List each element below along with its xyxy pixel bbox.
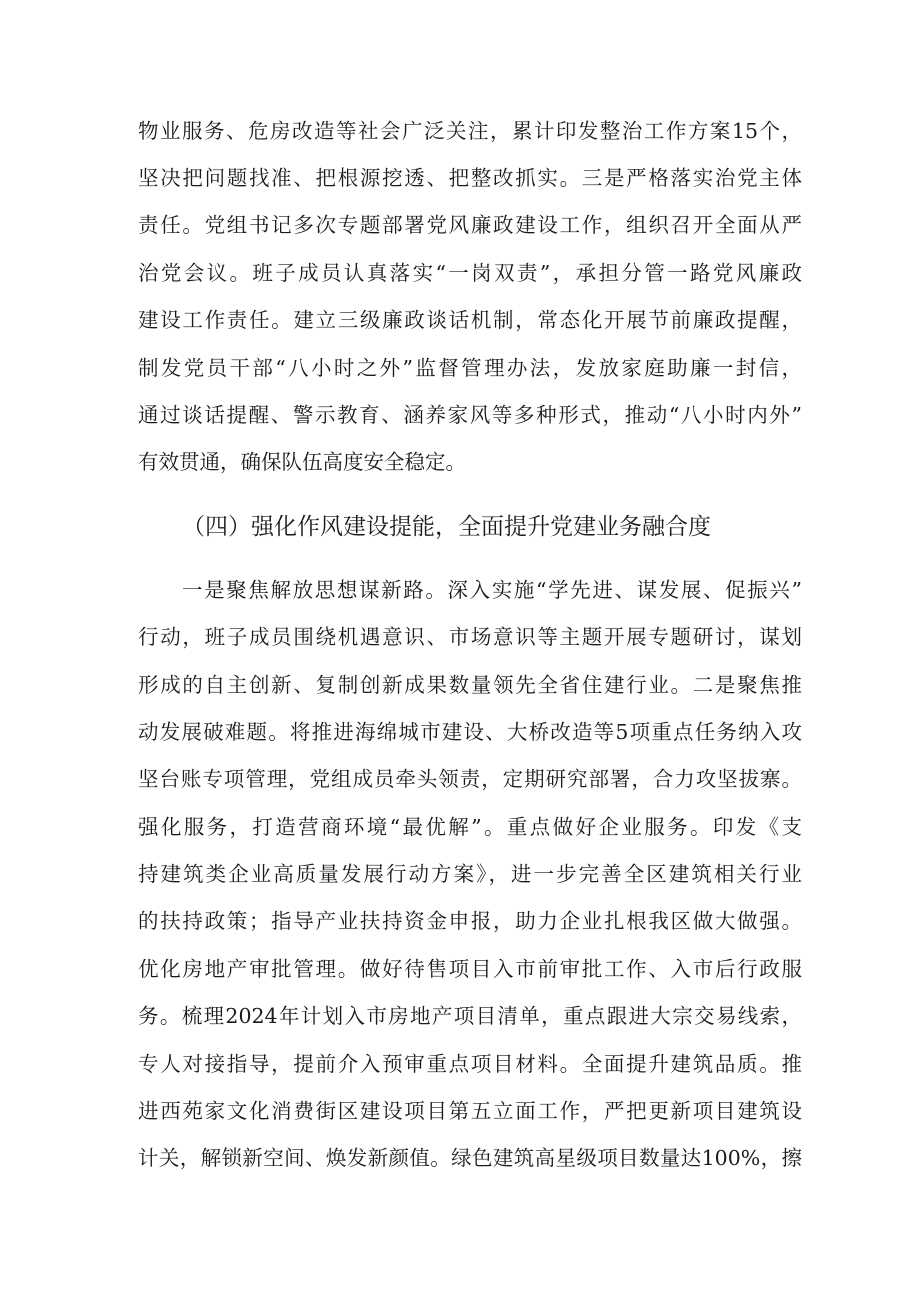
paragraph-line: 建设工作责任。建立三级廉政谈话机制，常态化开展节前廉政提醒，	[138, 308, 802, 332]
paragraph-line: 制发党员干部“八小时之外”监督管理办法，发放家庭助廉一封信，	[138, 356, 802, 380]
paragraph-line: 坚台账专项管理，党组成员牵头领责，定期研究部署，合力攻坚拔寨。	[138, 767, 802, 791]
paragraph-line: 坚决把问题找准、把根源挖透、把整改抓实。三是严格落实治党主体	[138, 166, 802, 190]
paragraph-line: 形成的自主创新、复制创新成果数量领先全省住建行业。二是聚焦推	[138, 673, 802, 697]
paragraph-line: 通过谈话提醒、警示教育、涵养家风等多种形式，推动“八小时内外”	[138, 403, 802, 427]
paragraph-line: 行动，班子成员围绕机遇意识、市场意识等主题开展专题研讨，谋划	[138, 625, 802, 649]
paragraph-line: 务。梳理2024年计划入市房地产项目清单，重点跟进大宗交易线索，	[138, 1004, 802, 1028]
paragraph-line: 有效贯通，确保队伍高度安全稳定。	[138, 450, 466, 474]
paragraph-line: 一是聚焦解放思想谋新路。深入实施“学先进、谋发展、促振兴”	[182, 578, 802, 602]
paragraph-line: 的扶持政策；指导产业扶持资金申报，助力企业扎根我区做大做强。	[138, 909, 802, 933]
paragraph-line: 治党会议。班子成员认真落实“一岗双责”，承担分管一路党风廉政	[138, 261, 802, 285]
paragraph-line: 持建筑类企业高质量发展行动方案》，进一步完善全区建筑相关行业	[138, 862, 802, 886]
paragraph-line: 进西苑家文化消费街区建设项目第五立面工作，严把更新项目建筑设	[138, 1099, 802, 1123]
paragraph-line: 物业服务、危房改造等社会广泛关注，累计印发整治工作方案15个，	[138, 119, 802, 143]
paragraph-line: 专人对接指导，提前介入预审重点项目材料。全面提升建筑品质。推	[138, 1052, 802, 1076]
paragraph-line: 强化服务，打造营商环境“最优解”。重点做好企业服务。印发《支	[138, 815, 802, 839]
section-heading: （四）强化作风建设提能，全面提升党建业务融合度	[182, 514, 711, 540]
paragraph-line: 优化房地产审批管理。做好待售项目入市前审批工作、入市后行政服	[138, 957, 802, 981]
paragraph-line: 动发展破难题。将推进海绵城市建设、大桥改造等5项重点任务纳入攻	[138, 720, 802, 744]
paragraph-line: 计关，解锁新空间、焕发新颜值。绿色建筑高星级项目数量达100%，擦	[138, 1146, 802, 1170]
paragraph-line: 责任。党组书记多次专题部署党风廉政建设工作，组织召开全面从严	[138, 213, 802, 237]
